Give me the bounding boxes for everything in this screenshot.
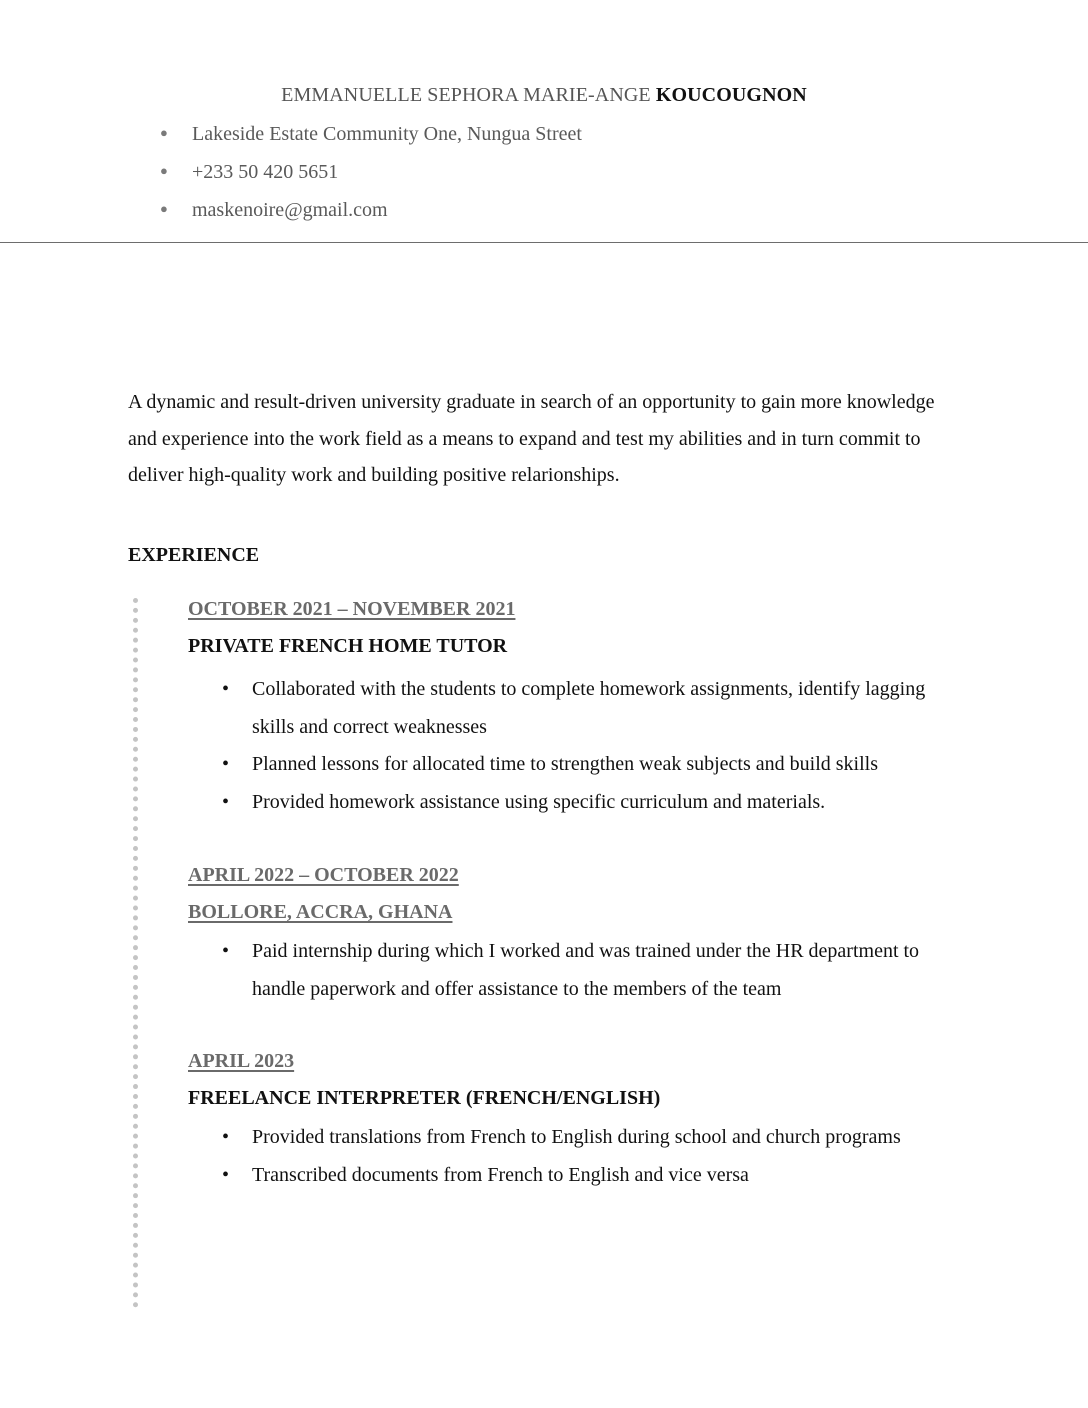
contact-address [160, 123, 582, 146]
entry-1-title: PRIVATE FRENCH HOME TUTOR [188, 635, 508, 657]
phone-text: +233 50 420 5651 [192, 161, 339, 183]
bullet-icon: ● [160, 125, 168, 141]
experience-heading: EXPERIENCE [128, 544, 260, 566]
entry-2-bullets [220, 933, 960, 1008]
timeline-dotted-line [133, 598, 138, 1308]
list-item: • Planned lessons for allocated time to strengthen weak subjects and build skills [220, 746, 960, 784]
contact-phone [160, 161, 338, 184]
list-item: • Provided translations from French to English during school and church programs [220, 1119, 960, 1157]
surname: KOUCOUGNON [655, 84, 807, 106]
contact-email [160, 199, 388, 222]
email-text: maskenoire@gmail.com [192, 199, 388, 221]
entry-2-company: BOLLORE, ACCRA, GHANA [188, 901, 453, 923]
bullet-icon: ● [160, 163, 168, 179]
list-item: • Paid internship during which I worked and was trained under the HR department to handle paperwork and offer assistance to the members of the team [220, 933, 960, 1008]
address-text: Lakeside Estate Community One, Nungua Street [192, 123, 582, 145]
bullet-icon: ● [160, 201, 168, 217]
entry-3-bullets [220, 1119, 960, 1194]
entry-2-date: APRIL 2022 – OCTOBER 2022 [188, 864, 459, 886]
entry-1-bullets [220, 671, 960, 821]
given-names: EMMANUELLE SEPHORA MARIE-ANGE [281, 84, 651, 106]
candidate-name [0, 84, 1088, 107]
list-item: • Provided homework assistance using specific curriculum and materials. [220, 784, 960, 822]
list-item: • Collaborated with the students to complete homework assignments, identify lagging skills and correct weaknesses [220, 671, 960, 746]
entry-1-date: OCTOBER 2021 – NOVEMBER 2021 [188, 598, 516, 620]
summary-paragraph: A dynamic and result-driven university graduate in search of an opportunity to gain more knowledge and experience into the work field as a means to expand and test my abilities and in turn commit to deliver high-quality work and building positive relarionships. [128, 391, 935, 486]
entry-3-title: FREELANCE INTERPRETER (FRENCH/ENGLISH) [188, 1087, 661, 1109]
header-divider [0, 242, 1088, 243]
entry-3-date: APRIL 2023 [188, 1050, 295, 1072]
list-item: • Transcribed documents from French to English and vice versa [220, 1157, 960, 1195]
